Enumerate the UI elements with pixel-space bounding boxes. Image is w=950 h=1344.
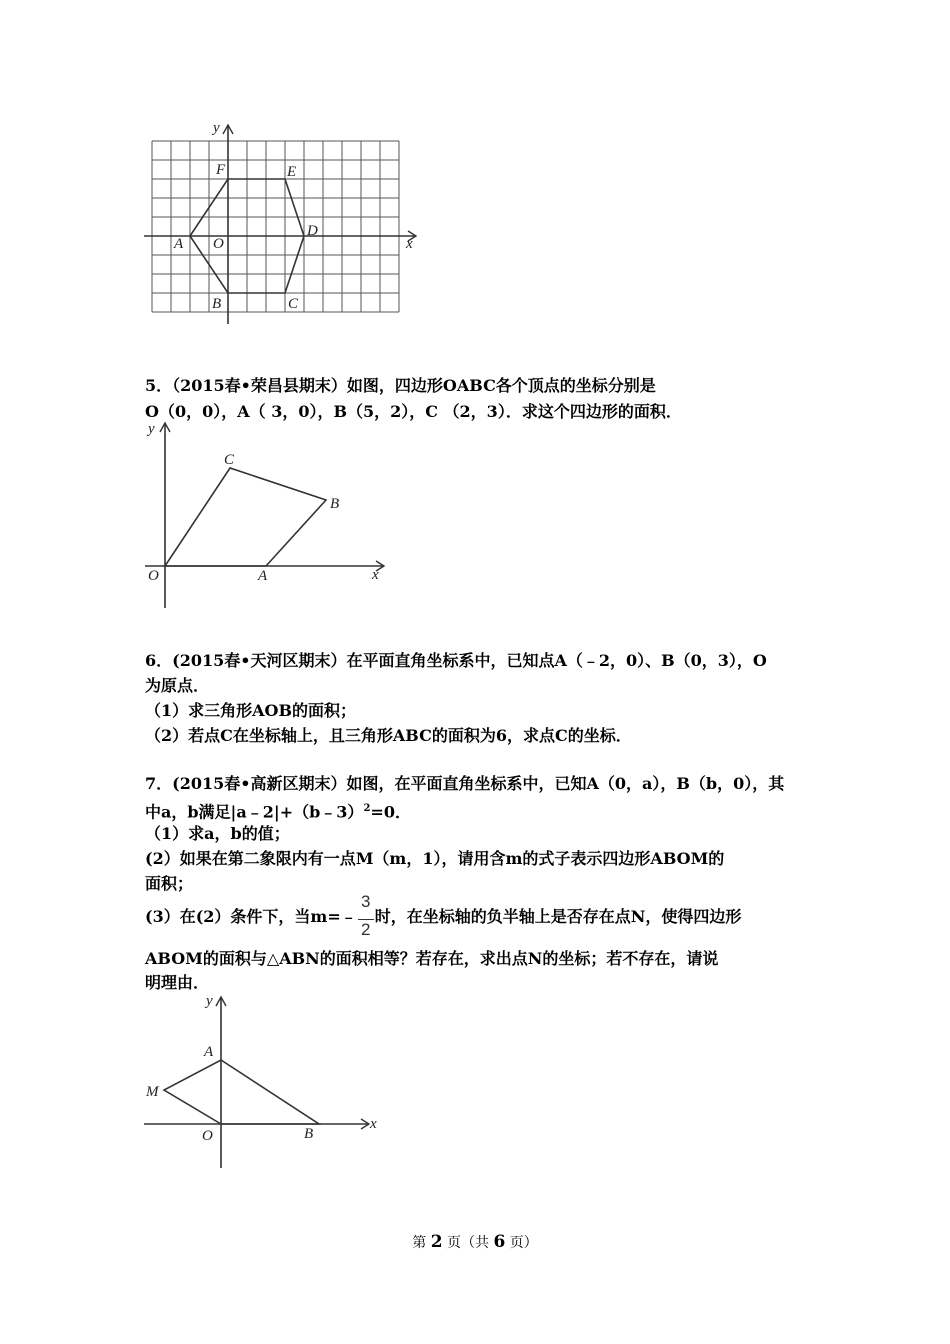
q7-line8: 明理由．	[145, 973, 210, 992]
label-C: C	[224, 452, 235, 468]
label-B: B	[304, 1126, 314, 1142]
q6-line3: （1）求三角形AOB的面积；	[145, 701, 357, 720]
figure-grid-hexagon	[140, 118, 430, 328]
figure-q5	[140, 418, 400, 613]
q6-line4: （2）若点C在坐标轴上，且三角形ABC的面积为6，求点C的坐标．	[145, 726, 632, 745]
q6-line2: 为原点．	[145, 676, 210, 695]
q7-line4: (2）如果在第二象限内有一点M（m，1），请用含m的式子表示四边形ABOM的	[145, 849, 725, 868]
fraction-numerator: 3	[361, 891, 371, 911]
q7-line2-text: 中a，b满足|a﹣2|+（b﹣3）	[145, 802, 364, 822]
footer-middle: 页（共	[447, 1235, 489, 1251]
label-y: y	[213, 120, 220, 136]
label-y: y	[206, 993, 213, 1009]
label-x: x	[406, 236, 413, 252]
label-x: x	[370, 1116, 377, 1132]
quadrilateral-OABC	[165, 468, 326, 566]
label-A: A	[204, 1044, 214, 1060]
q7-exponent: 2	[363, 803, 371, 814]
q7-line3: （1）求a，b的值；	[145, 824, 290, 843]
footer-total-pages: 6	[493, 1232, 506, 1252]
q7-line6	[145, 891, 742, 939]
label-y: y	[148, 421, 155, 437]
label-O: O	[148, 568, 159, 584]
q7-line6-start: (3）在(2）条件下，当m=﹣	[145, 907, 357, 926]
label-B: B	[212, 296, 222, 312]
footer-suffix: 页）	[509, 1235, 538, 1251]
q7-line1: 7．(2015春•高新区期末）如图，在平面直角坐标系中，已知A（0，a），B（b，0），其	[145, 774, 785, 793]
label-A: A	[258, 568, 268, 584]
label-F: F	[216, 162, 226, 178]
page-footer	[0, 1232, 950, 1252]
q7-line6-end: 时，在坐标轴的负半轴上是否存在点N，使得四边形	[374, 907, 742, 926]
q7-line2	[145, 798, 411, 823]
q5-line2: O（0，0），A（ 3，0），B（5，2），C （2，3）．求这个四边形的面积．	[145, 402, 682, 421]
label-C: C	[288, 296, 299, 312]
label-D: D	[307, 223, 318, 239]
figure-q7	[140, 992, 390, 1172]
label-B: B	[330, 496, 340, 512]
q7-line7: ABOM的面积与△ABN的面积相等？若存在，求出点N的坐标；若不存在，请说	[145, 949, 719, 968]
label-A: A	[174, 236, 184, 252]
footer-page-number: 2	[430, 1232, 443, 1252]
q7-line5: 面积；	[145, 874, 194, 893]
fraction-denominator: 2	[361, 919, 371, 939]
q5-line1: 5．（2015春•荣昌县期末）如图，四边形OABC各个顶点的坐标分别是	[145, 376, 656, 395]
label-O: O	[213, 236, 224, 252]
label-M: M	[146, 1084, 159, 1100]
quadrilateral-ABOM	[164, 1060, 319, 1124]
label-E: E	[287, 164, 297, 180]
label-x: x	[372, 567, 379, 583]
label-O: O	[202, 1128, 213, 1144]
q6-line1: 6．(2015春•天河区期末）在平面直角坐标系中，已知点A（﹣2，0）、B（0，3），O	[145, 651, 767, 670]
q7-line2-end: =0．	[370, 802, 411, 822]
fraction-three-halves	[357, 891, 375, 939]
footer-prefix: 第	[412, 1235, 427, 1251]
